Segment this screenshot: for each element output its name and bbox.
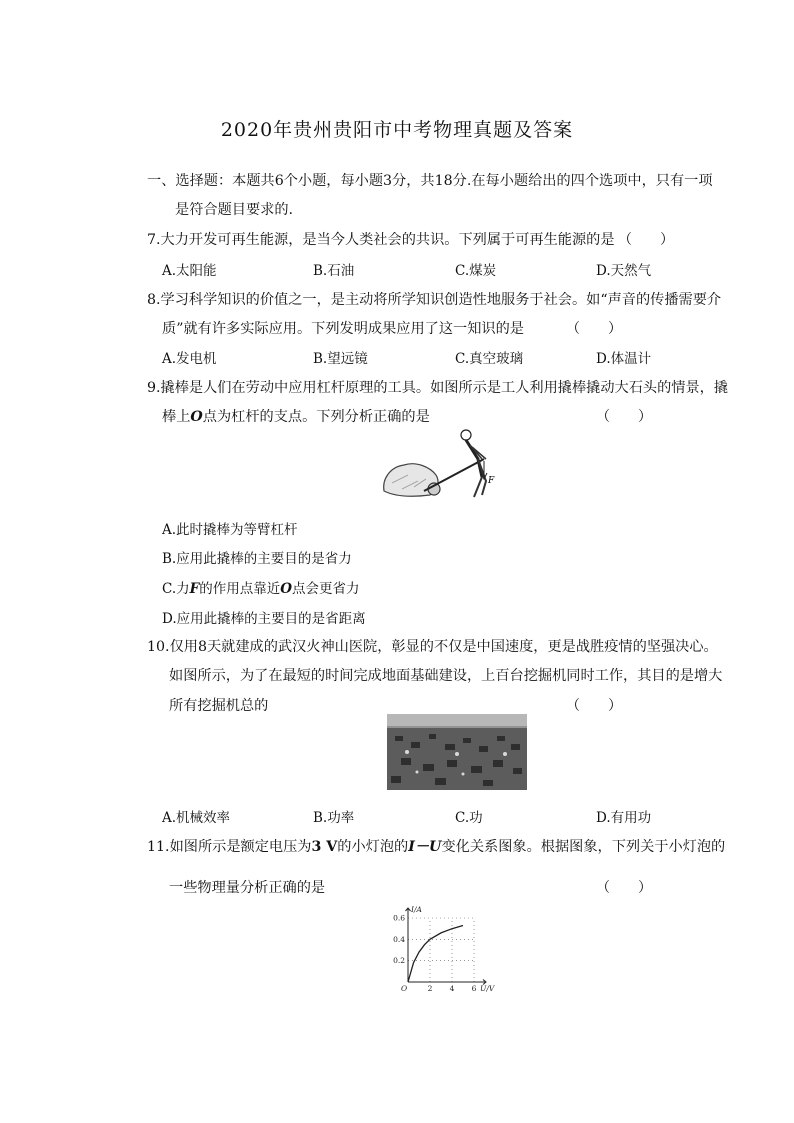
q7-answer-blank: （ ）	[618, 232, 674, 248]
q10-line3: 所有挖掘机总的	[169, 698, 269, 714]
iu-chart	[388, 896, 506, 996]
chart-x-tick-label: 4	[449, 984, 455, 993]
q11-voltage: 3 V	[311, 839, 338, 855]
q7-option-d: D.天然气	[596, 263, 652, 279]
q9-option-b: B.应用此撬棒的主要目的是省力	[162, 551, 352, 567]
chart-y-axis-label: I/A	[411, 905, 422, 914]
q10-option-b: B.功率	[313, 810, 355, 826]
q8-line2: 质”就有许多实际应用。下列发明成果应用了这一知识的是	[162, 321, 524, 337]
q11-answer-blank: （ ）	[596, 880, 652, 896]
q7-stem: 7.大力开发可再生能源，是当今人类社会的共识。下列属于可再生能源的是	[147, 232, 615, 248]
chart-x-axis-label: U/V	[480, 984, 495, 993]
q8-option-c: C.真空玻璃	[455, 351, 524, 367]
q9-answer-blank: （ ）	[596, 409, 652, 425]
q9-force-symbol: F	[189, 581, 200, 597]
q9-option-d: D.应用此撬棒的主要目的是省距离	[162, 611, 366, 627]
q8-option-a: A.发电机	[162, 351, 217, 367]
q9-option-c-text-c: 点会更省力	[292, 581, 360, 597]
q11-line1	[147, 836, 725, 856]
chart-y-tick-label: 0.2	[393, 956, 405, 966]
force-label: F	[488, 476, 495, 486]
q11-iu-symbol: I－U	[408, 839, 442, 855]
section-heading-line1: 一、选择题：本题共6个小题，每小题3分，共18分.在每小题给出的四个选项中，只有一项	[147, 173, 713, 189]
worker-head	[461, 430, 471, 440]
chart-x-tick-label: 6	[471, 984, 477, 993]
q8-option-b: B.望远镜	[313, 351, 368, 367]
chart-series-iu-line	[408, 926, 463, 983]
q10-option-d: D.有用功	[596, 810, 652, 826]
excavators-photo	[387, 714, 527, 790]
q10-line2: 如图所示，为了在最短的时间完成地面基础建设，上百台挖掘机同时工作，其目的是增大	[169, 668, 723, 684]
q11-line2: 一些物理量分析正确的是	[169, 880, 326, 896]
lever-figure	[378, 425, 504, 503]
q8-option-d: D.体温计	[596, 351, 652, 367]
chart-grid	[408, 918, 474, 982]
q7-option-c: C.煤炭	[455, 263, 497, 279]
q9-option-c	[162, 577, 360, 597]
q11-line1-text-b: 的小灯泡的	[337, 839, 409, 855]
q7-option-b: B.石油	[313, 263, 355, 279]
chart-y-tick-label: 0.4	[393, 934, 405, 944]
q9-option-c-text-a: C.力	[162, 581, 190, 597]
q11-line1-text-a: 11.如图所示是额定电压为	[147, 839, 312, 855]
q10-answer-blank: （ ）	[566, 698, 622, 714]
q9-line2	[162, 406, 430, 426]
photo-sky	[387, 714, 527, 726]
page-title: 2020年贵州贵阳市中考物理真题及答案	[220, 119, 574, 141]
q10-line1: 10.仅用8天就建成的武汉火神山医院，彰显的不仅是中国速度，更是战胜疫情的坚强决心。	[147, 639, 718, 655]
q9-option-a: A.此时撬棒为等臂杠杆	[162, 522, 298, 538]
section-heading-line2: 是符合题目要求的.	[175, 202, 294, 218]
q9-option-c-pivot-symbol: O	[280, 581, 292, 597]
q7-option-a: A.太阳能	[162, 263, 217, 279]
q8-answer-blank: （ ）	[566, 321, 622, 337]
q9-line1: 9.撬棒是人们在劳动中应用杠杆原理的工具。如图所示是工人利用撬棒撬动大石头的情景，撬	[147, 380, 729, 396]
q9-pivot-symbol: O	[190, 409, 203, 425]
chart-origin-label: O	[401, 984, 408, 993]
worker-body	[466, 440, 482, 477]
q11-line1-text-c: 变化关系图象。根据图象，下列关于小灯泡的	[441, 839, 726, 855]
q10-option-a: A.机械效率	[162, 810, 231, 826]
q8-line1: 8.学习科学知识的价值之一，是主动将所学知识创造性地服务于社会。如“声音的传播需要介	[147, 292, 722, 308]
q10-option-c: C.功	[455, 810, 483, 826]
q9-line2-text-b: 点为杠杆的支点。下列分析正确的是	[202, 409, 430, 425]
chart-y-tick-label: 0.6	[393, 913, 405, 923]
chart-x-tick-label: 2	[427, 984, 433, 993]
q9-option-c-text-b: 的作用点靠近	[199, 581, 281, 597]
q9-line2-text-a: 棒上	[162, 409, 191, 425]
